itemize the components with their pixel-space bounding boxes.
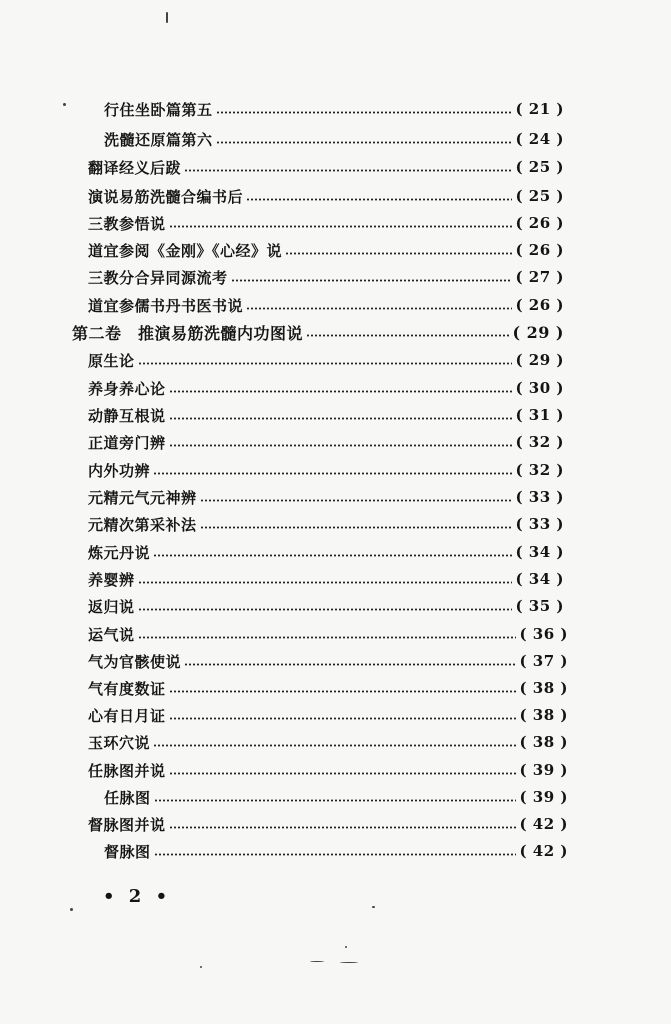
toc-entry xyxy=(88,484,564,510)
top-speck xyxy=(166,12,168,23)
toc-entry-title: 元精元气元神辨 xyxy=(88,488,197,507)
dot-leader xyxy=(285,252,512,255)
toc-entry xyxy=(104,838,568,864)
toc-entry xyxy=(88,757,568,783)
toc-entry-page: ( 42 ) xyxy=(519,815,568,833)
toc-entry-page: ( 29 ) xyxy=(515,351,564,369)
toc-entry xyxy=(104,96,564,122)
toc-entry-page: ( 27 ) xyxy=(515,268,564,286)
toc-entry-page: ( 38 ) xyxy=(519,706,568,724)
toc-entry-title: 正道旁门辨 xyxy=(88,433,166,452)
toc-entry-title: 炼元丹说 xyxy=(88,543,151,562)
toc-entry xyxy=(88,264,564,290)
toc-entry xyxy=(88,566,564,592)
dot-leader xyxy=(169,417,513,420)
dot-leader xyxy=(153,744,516,747)
toc-entry-page: ( 32 ) xyxy=(515,461,564,479)
toc-entry-page: ( 31 ) xyxy=(515,406,564,424)
toc-entry-page: ( 29 ) xyxy=(512,322,564,342)
dot-leader xyxy=(169,225,513,228)
toc-entry xyxy=(88,593,564,619)
dot-leader xyxy=(169,444,513,447)
dot-leader xyxy=(169,772,517,775)
toc-entry-title: 原生论 xyxy=(88,351,135,370)
toc-entry-page: ( 26 ) xyxy=(515,241,564,259)
toc-entry-title: 养身养心论 xyxy=(88,379,166,398)
toc-entry-page: ( 39 ) xyxy=(519,761,568,779)
toc-entry-title: 任脉图 xyxy=(104,788,151,807)
toc-entry-page: ( 21 ) xyxy=(515,100,564,118)
toc-entry-title: 养婴辨 xyxy=(88,570,135,589)
toc-entry xyxy=(88,183,564,209)
dot-leader xyxy=(169,690,517,693)
dot-leader xyxy=(200,499,513,502)
bottom-speck-4 xyxy=(310,961,324,962)
dot-leader xyxy=(184,169,512,172)
toc-entry-title: 道宜参儒书丹书医书说 xyxy=(88,296,244,315)
toc-entry xyxy=(88,675,568,701)
dot-leader xyxy=(184,663,516,666)
toc-entry-title: 心有日月证 xyxy=(88,706,166,725)
toc-entry-title: 返归说 xyxy=(88,597,135,616)
toc-entry-page: ( 33 ) xyxy=(515,488,564,506)
dot-leader xyxy=(246,198,512,201)
dot-leader xyxy=(153,554,512,557)
toc-entry-title: 道宜参阅《金刚》《心经》说 xyxy=(88,241,283,260)
toc-entry-title: 内外功辨 xyxy=(88,461,151,480)
dot-leader xyxy=(169,390,513,393)
toc-entry-page: ( 26 ) xyxy=(515,214,564,232)
toc-entry xyxy=(88,648,568,674)
dot-leader xyxy=(169,717,517,720)
dot-leader xyxy=(138,581,513,584)
toc-entry-title: 行住坐卧篇第五 xyxy=(104,100,213,119)
toc-entry xyxy=(104,126,564,152)
toc-entry xyxy=(88,811,568,837)
bottom-speck-3 xyxy=(345,946,347,948)
toc-entry-title: 演说易筋洗髓合编书后 xyxy=(88,187,244,206)
toc-entry xyxy=(88,347,564,373)
toc-entry-title: 督脉图 xyxy=(104,842,151,861)
toc-entry xyxy=(104,784,568,810)
toc-entry-page: ( 39 ) xyxy=(519,788,568,806)
toc-entry-title: 第二卷 推演易筋洗髓内功图说 xyxy=(72,323,304,343)
toc-entry-page: ( 33 ) xyxy=(515,515,564,533)
dot-leader xyxy=(306,334,509,337)
toc-entry-page: ( 24 ) xyxy=(515,130,564,148)
toc-entry-title: 玉环穴说 xyxy=(88,733,151,752)
dot-leader xyxy=(154,799,517,802)
dot-leader xyxy=(138,608,513,611)
toc-entry-title: 元精次第采补法 xyxy=(88,515,197,534)
dot-leader xyxy=(231,279,513,282)
toc-chapter-heading xyxy=(72,319,564,345)
toc-entry-page: ( 37 ) xyxy=(519,652,568,670)
dot-leader xyxy=(200,526,513,529)
toc-entry-page: ( 25 ) xyxy=(515,187,564,205)
page-number: • 2 • xyxy=(103,886,172,907)
dot-leader xyxy=(216,111,513,114)
toc-entry xyxy=(88,402,564,428)
bottom-speck-5 xyxy=(340,962,358,963)
toc-entry-page: ( 32 ) xyxy=(515,433,564,451)
toc-entry-page: ( 25 ) xyxy=(515,158,564,176)
toc-entry-title: 三教参悟说 xyxy=(88,214,166,233)
toc-entry-page: ( 38 ) xyxy=(519,733,568,751)
dot-leader xyxy=(153,472,512,475)
dot-leader xyxy=(169,826,517,829)
toc-entry xyxy=(88,429,564,455)
dot-leader xyxy=(246,307,512,310)
bottom-speck-6 xyxy=(200,966,202,968)
dot-leader xyxy=(138,636,517,639)
toc-entry-page: ( 30 ) xyxy=(515,379,564,397)
toc-entry-title: 三教分合异同源流考 xyxy=(88,268,228,287)
toc-entry xyxy=(88,702,568,728)
toc-entry-title: 洗髓还原篇第六 xyxy=(104,130,213,149)
bottom-speck-2 xyxy=(372,906,375,908)
dot-leader xyxy=(138,362,513,365)
toc-entry xyxy=(88,375,564,401)
toc-entry xyxy=(88,210,564,236)
toc-entry xyxy=(88,729,568,755)
toc-entry xyxy=(88,237,564,263)
toc-entry-page: ( 26 ) xyxy=(515,296,564,314)
dot-leader xyxy=(216,141,513,144)
toc-entry xyxy=(88,154,564,180)
toc-entry-title: 气有度数证 xyxy=(88,679,166,698)
toc-entry-title: 翻译经义后跋 xyxy=(88,158,182,177)
toc-entry-title: 运气说 xyxy=(88,625,135,644)
toc-entry-page: ( 42 ) xyxy=(519,842,568,860)
toc-entry xyxy=(88,457,564,483)
left-speck xyxy=(63,103,66,106)
toc-entry-page: ( 34 ) xyxy=(515,570,564,588)
toc-entry-page: ( 35 ) xyxy=(515,597,564,615)
toc-entry xyxy=(88,292,564,318)
toc-entry-page: ( 34 ) xyxy=(515,543,564,561)
bottom-speck-1 xyxy=(70,908,73,911)
toc-entry xyxy=(88,621,568,647)
toc-entry-page: ( 38 ) xyxy=(519,679,568,697)
toc-entry-title: 气为官骸使说 xyxy=(88,652,182,671)
toc-entry xyxy=(88,511,564,537)
toc-entry-title: 督脉图并说 xyxy=(88,815,166,834)
toc-entry-page: ( 36 ) xyxy=(519,625,568,643)
dot-leader xyxy=(154,853,517,856)
toc-entry xyxy=(88,539,564,565)
toc-entry-title: 动静互根说 xyxy=(88,406,166,425)
toc-entry-title: 任脉图并说 xyxy=(88,761,166,780)
